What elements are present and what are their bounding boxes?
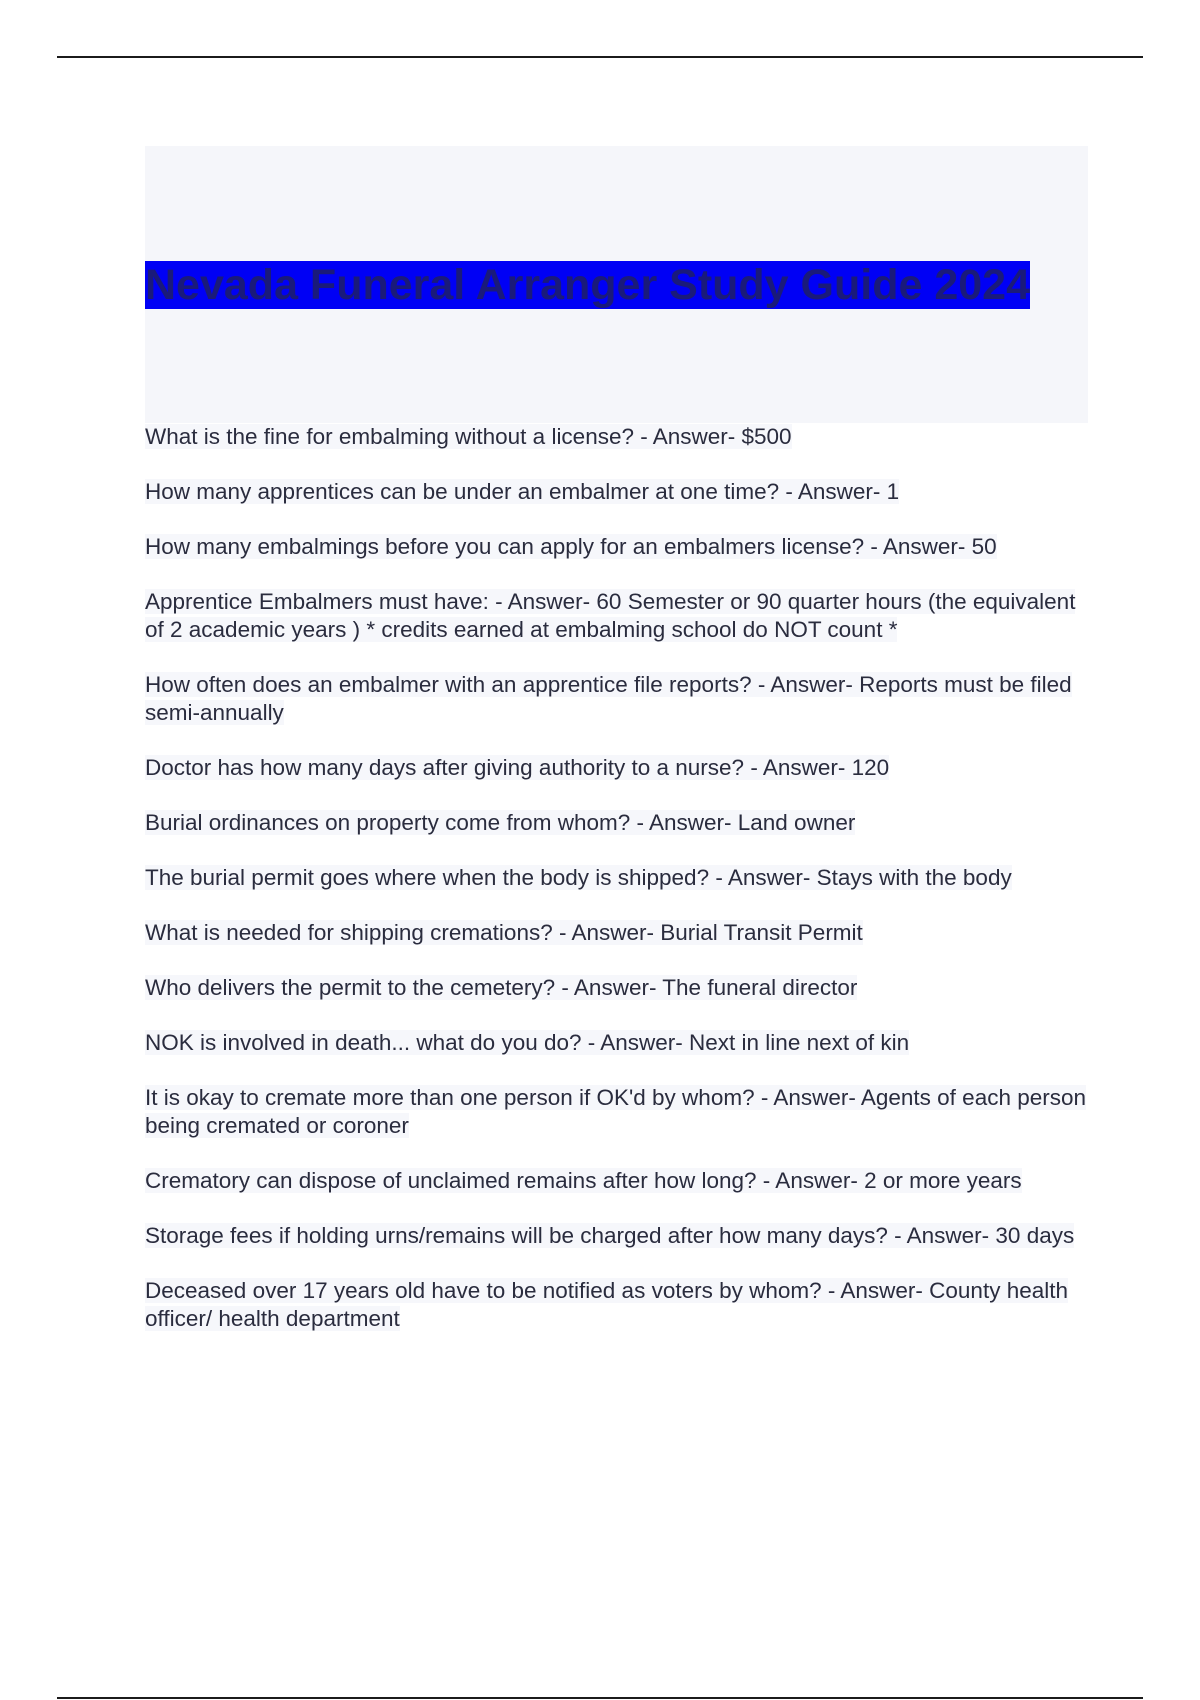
qa-item xyxy=(145,974,1090,1002)
qa-text: Burial ordinances on property come from whom? - Answer- Land owner xyxy=(145,810,856,835)
qa-item xyxy=(145,1222,1090,1250)
qa-text: What is the fine for embalming without a license? - Answer- $500 xyxy=(145,424,792,449)
qa-text: Deceased over 17 years old have to be notified as voters by whom? - Answer- County health officer/ health department xyxy=(145,1278,1069,1331)
qa-item xyxy=(145,809,1090,837)
qa-text: How often does an embalmer with an apprentice file reports? - Answer- Reports must be filed semi-annually xyxy=(145,672,1072,725)
qa-text: It is okay to cremate more than one person if OK'd by whom? - Answer- Agents of each person being cremated or coroner xyxy=(145,1085,1087,1138)
qa-text: Doctor has how many days after giving authority to a nurse? - Answer- 120 xyxy=(145,755,890,780)
qa-text: Storage fees if holding urns/remains will be charged after how many days? - Answer- 30 days xyxy=(145,1223,1075,1248)
qa-item xyxy=(145,1277,1090,1333)
qa-item xyxy=(145,478,1090,506)
qa-text: How many embalmings before you can apply for an embalmers license? - Answer- 50 xyxy=(145,534,997,559)
qa-item xyxy=(145,1084,1090,1140)
qa-item xyxy=(145,671,1090,727)
qa-text: NOK is involved in death... what do you do? - Answer- Next in line next of kin xyxy=(145,1030,910,1055)
qa-text: What is needed for shipping cremations? - Answer- Burial Transit Permit xyxy=(145,920,863,945)
page-title-text: Nevada Funeral Arranger Study Guide 2024 xyxy=(145,261,1030,309)
top-divider xyxy=(57,56,1143,58)
qa-item xyxy=(145,754,1090,782)
qa-text: Apprentice Embalmers must have: - Answer- 60 Semester or 90 quarter hours (the equivalent of 2 academic years ) * credits earned at embalming school do NOT count * xyxy=(145,589,1076,642)
qa-text: Crematory can dispose of unclaimed remains after how long? - Answer- 2 or more years xyxy=(145,1168,1022,1193)
qa-text: The burial permit goes where when the body is shipped? - Answer- Stays with the body xyxy=(145,865,1012,890)
qa-item xyxy=(145,423,1090,451)
bottom-divider xyxy=(57,1697,1143,1699)
qa-list xyxy=(145,423,1090,1360)
page-title xyxy=(145,257,1045,313)
qa-text: How many apprentices can be under an embalmer at one time? - Answer- 1 xyxy=(145,479,900,504)
qa-text: Who delivers the permit to the cemetery? - Answer- The funeral director xyxy=(145,975,858,1000)
qa-item xyxy=(145,864,1090,892)
qa-item xyxy=(145,1029,1090,1057)
qa-item xyxy=(145,1167,1090,1195)
qa-item xyxy=(145,533,1090,561)
qa-item xyxy=(145,588,1090,644)
qa-item xyxy=(145,919,1090,947)
